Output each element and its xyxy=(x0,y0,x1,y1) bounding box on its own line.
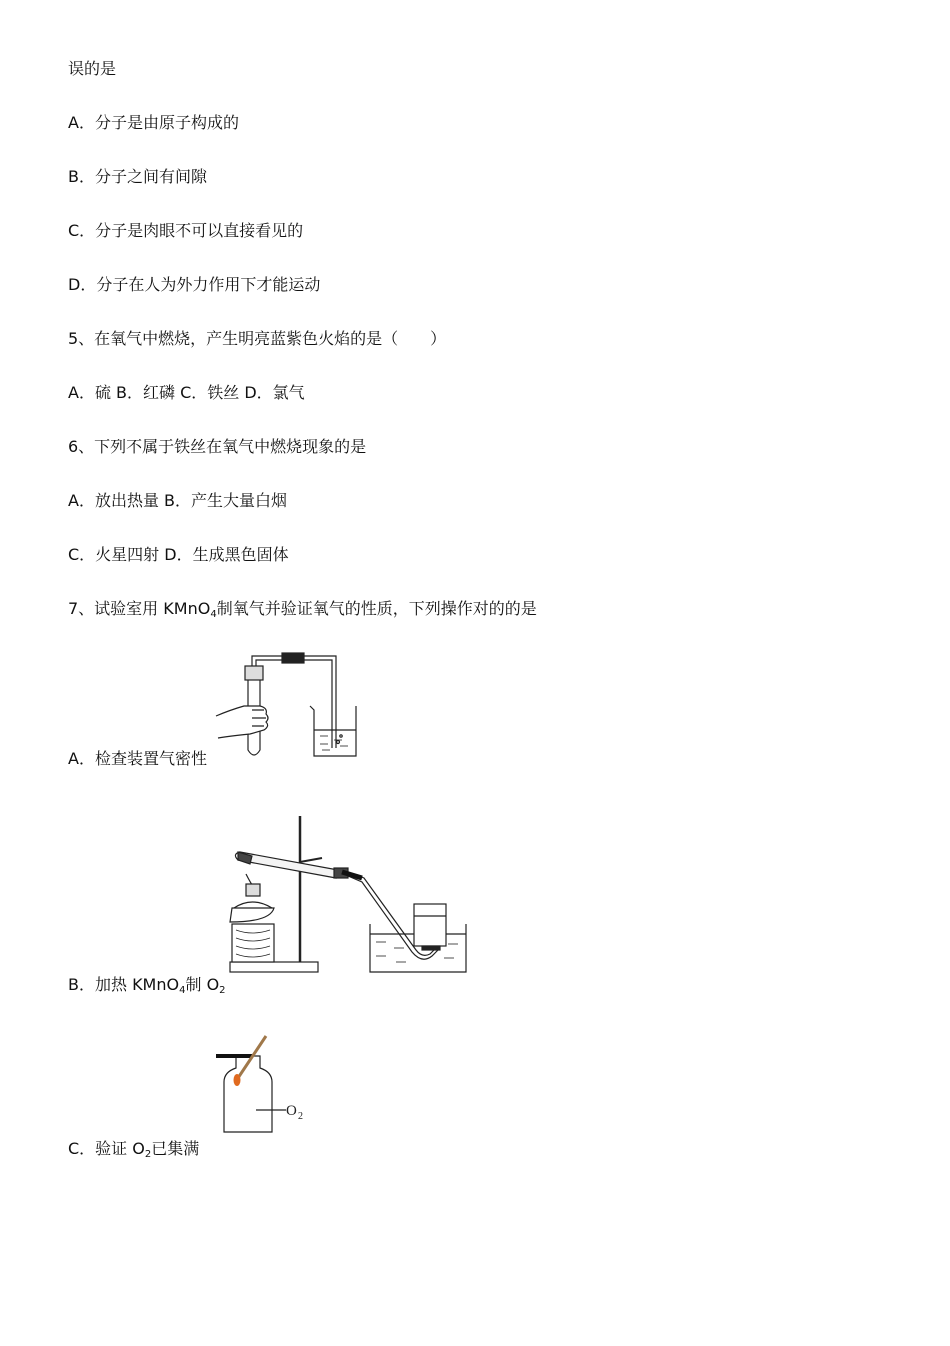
option-a: A．分子是由原子构成的 xyxy=(68,113,239,132)
caption-b-mid: 制 O xyxy=(185,975,220,994)
figure-c-label-sub: 2 xyxy=(298,1111,303,1122)
caption-b-sub1: 4 xyxy=(179,985,186,996)
question-7 xyxy=(68,598,537,623)
question-6-options-ab: A．放出热量 B．产生大量白烟 xyxy=(68,491,288,510)
question-5: 5、在氧气中燃烧，产生明亮蓝紫色火焰的是（ ） xyxy=(68,329,447,348)
figure-c-caption xyxy=(68,1138,199,1163)
question-5-options: A．硫 B．红磷 C．铁丝 D．氯气 xyxy=(68,383,305,402)
figure-airtightness-check xyxy=(210,648,370,763)
figure-c-label: O xyxy=(286,1103,297,1119)
caption-b-sub2: 2 xyxy=(219,985,226,996)
question-7-sub: 4 xyxy=(210,609,217,620)
figure-b-caption xyxy=(68,974,226,999)
question-6-options-cd: C．火星四射 D．生成黑色固体 xyxy=(68,545,289,564)
question-6: 6、下列不属于铁丝在氧气中燃烧现象的是 xyxy=(68,437,367,456)
option-b: B．分子之间有间隙 xyxy=(68,167,207,186)
figure-heating-kmno4 xyxy=(226,812,471,977)
caption-c-post: 已集满 xyxy=(151,1139,200,1158)
caption-c-pre: C．验证 O xyxy=(68,1139,145,1158)
option-c: C．分子是肉眼不可以直接看见的 xyxy=(68,221,304,240)
option-d: D．分子在人为外力作用下才能运动 xyxy=(68,275,321,294)
question-7-pre: 7、试验室用 KMnO xyxy=(68,599,211,618)
caption-b-pre: B．加热 KMnO xyxy=(68,975,180,994)
question-7-post: 制氧气并验证氧气的性质，下列操作对的的是 xyxy=(216,599,537,618)
figure-verify-oxygen-full xyxy=(210,1030,320,1140)
text-line: 误的是 xyxy=(68,59,117,78)
figure-a-caption: A．检查装置气密性 xyxy=(68,749,207,768)
caption-c-sub: 2 xyxy=(144,1149,152,1160)
